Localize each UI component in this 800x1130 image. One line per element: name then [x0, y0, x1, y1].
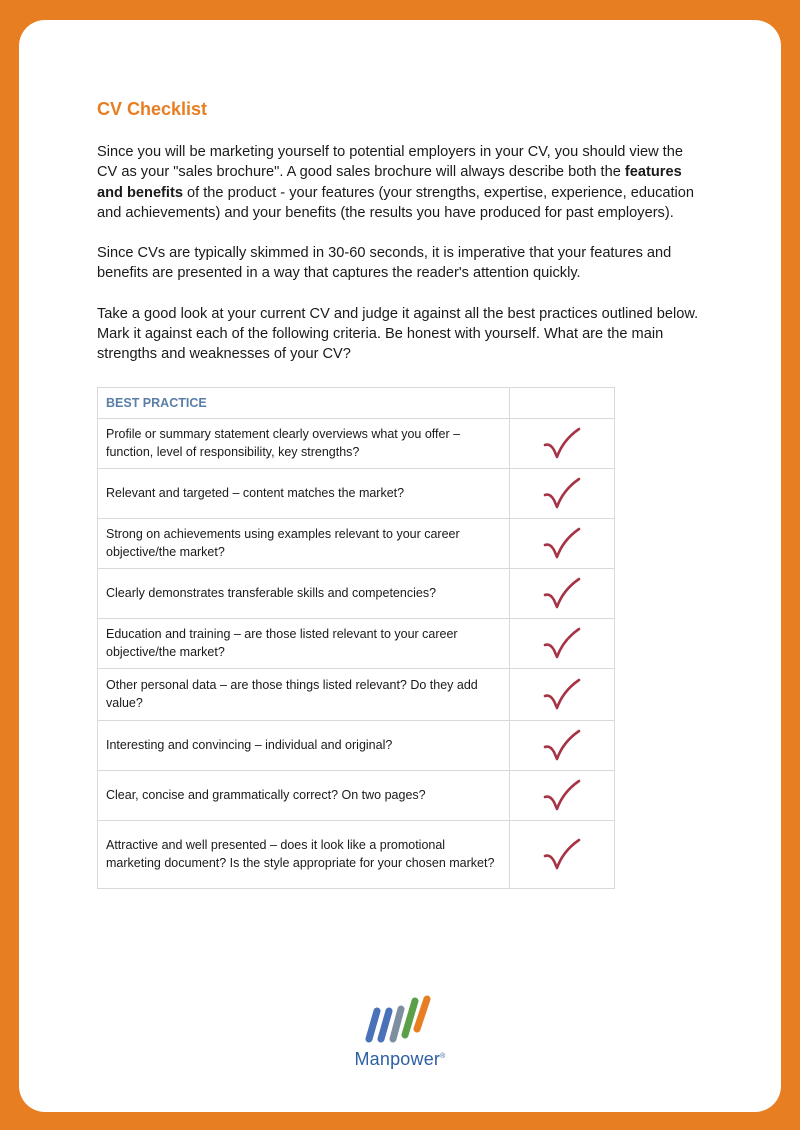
mark-cell	[510, 468, 615, 518]
logo-stripe	[393, 1009, 401, 1039]
best-practice-header: BEST PRACTICE	[98, 387, 510, 418]
criterion-text: Clearly demonstrates transferable skills and competencies?	[98, 568, 510, 618]
logo-wordmark	[354, 1049, 445, 1070]
table-row	[98, 618, 615, 668]
logo-stripe	[381, 1011, 389, 1039]
mark-cell	[510, 418, 615, 468]
checkmark-icon	[543, 626, 581, 660]
checkmark-icon	[543, 426, 581, 460]
logo-stripe	[417, 999, 427, 1029]
mark-cell	[510, 518, 615, 568]
checkmark-icon	[543, 778, 581, 812]
intro-p1-start: Since you will be marketing yourself to potential employers in your CV, you should view the CV as your "sales brochure". A good sales brochure will always describe both the	[97, 144, 683, 181]
table-row	[98, 568, 615, 618]
mark-column-header	[510, 387, 615, 418]
mark-cell	[510, 668, 615, 720]
checkmark-icon	[543, 476, 581, 510]
page-title: CV Checklist	[97, 99, 208, 119]
logo-registered-mark: ®	[440, 1053, 446, 1060]
criterion-text: Interesting and convincing – individual and original?	[98, 720, 510, 770]
criterion-text: Attractive and well presented – does it look like a promotional marketing document? Is the style appropriate for your chosen market?	[98, 820, 510, 888]
intro-paragraph-3: Take a good look at your current CV and judge it against all the best practices outlined below. Mark it against each of the following criteria. Be honest with yourself. What are the main strengths and weaknesses of your CV?	[97, 305, 699, 363]
table-row	[98, 418, 615, 468]
manpower-logo	[19, 995, 781, 1070]
logo-stripe	[369, 1011, 377, 1039]
content	[97, 98, 707, 889]
table-row	[98, 518, 615, 568]
criterion-text: Strong on achievements using examples relevant to your career objective/the market?	[98, 518, 510, 568]
criterion-text: Clear, concise and grammatically correct? On two pages?	[98, 770, 510, 820]
criterion-text: Education and training – are those listed relevant to your career objective/the market?	[98, 618, 510, 668]
table-header-row	[98, 387, 615, 418]
intro-paragraph-1	[97, 142, 707, 223]
manpower-logo-icon	[355, 995, 445, 1045]
logo-stripe	[405, 1001, 415, 1035]
table-row	[98, 770, 615, 820]
intro-paragraph-2: Since CVs are typically skimmed in 30-60 seconds, it is imperative that your features and benefits are presented in a way that captures the reader's attention quickly.	[97, 245, 672, 282]
table-row	[98, 668, 615, 720]
criterion-text: Relevant and targeted – content matches the market?	[98, 468, 510, 518]
mark-cell	[510, 820, 615, 888]
checklist-body	[98, 418, 615, 888]
table-row	[98, 720, 615, 770]
mark-cell	[510, 720, 615, 770]
criterion-text: Other personal data – are those things listed relevant? Do they add value?	[98, 668, 510, 720]
intro-p1-bold: features and benefits	[97, 164, 682, 201]
checkmark-icon	[543, 728, 581, 762]
criterion-text: Profile or summary statement clearly overviews what you offer – function, level of responsibility, key strengths?	[98, 418, 510, 468]
document-page	[19, 20, 781, 1112]
checkmark-icon	[543, 576, 581, 610]
mark-cell	[510, 568, 615, 618]
checkmark-icon	[543, 677, 581, 711]
table-row	[98, 468, 615, 518]
checkmark-icon	[543, 526, 581, 560]
logo-text: Manpower	[354, 1049, 441, 1069]
intro-p1-end: of the product - your features (your strengths, expertise, experience, education and achievements) and your benefits (the results you have produced for past employers).	[97, 184, 695, 221]
mark-cell	[510, 618, 615, 668]
checklist-table	[97, 387, 615, 889]
checkmark-icon	[543, 837, 581, 871]
table-row	[98, 820, 615, 888]
mark-cell	[510, 770, 615, 820]
